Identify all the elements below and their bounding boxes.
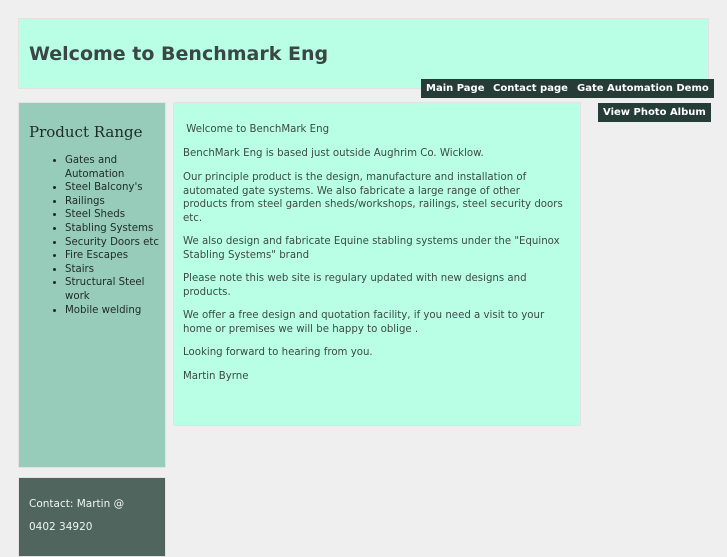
contact-box	[18, 477, 166, 557]
product-item-railings[interactable]: • Railings	[65, 195, 161, 209]
contact-name: Contact: Martin @	[29, 498, 125, 510]
product-range-heading: Product Range	[29, 123, 143, 141]
contact-phone: 0402 34920	[29, 521, 93, 533]
closing-text: Looking forward to hearing from you.	[183, 347, 373, 358]
updates-text: Please note this web site is regulary updated with new designs and products.	[183, 273, 527, 298]
product-item-security-doors[interactable]: • Security Doors etc	[65, 236, 161, 250]
product-range-sidebar	[18, 102, 166, 468]
welcome-text: Welcome to BenchMark Eng	[183, 124, 330, 135]
site-title: Welcome to Benchmark Eng	[29, 43, 329, 65]
product-list	[65, 154, 161, 317]
product-item-fire-escapes[interactable]: • Fire Escapes	[65, 249, 161, 263]
product-item-structural-steel[interactable]: • Structural Steel work	[65, 276, 161, 303]
product-item-balcony[interactable]: • Steel Balcony's	[65, 181, 161, 195]
product-item-gates[interactable]: • Gates and Automation	[65, 154, 161, 181]
nav-gate-automation-demo[interactable]: Gate Automation Demo	[572, 79, 714, 98]
product-item-stabling[interactable]: • Stabling Systems	[65, 222, 161, 236]
product-item-stairs[interactable]: • Stairs	[65, 263, 161, 277]
principle-product-text: Our principle product is the design, manufacture and installation of automated gate systems. We also fabricate a large range of other products from steel garden sheds/workshops, railings, steel security doors etc.	[183, 172, 563, 224]
quotation-text: We offer a free design and quotation facility, if you need a visit to your home or premises we will be happy to oblige .	[183, 310, 545, 335]
nav-contact-page[interactable]: Contact page	[488, 79, 573, 98]
main-content	[173, 102, 581, 426]
product-item-sheds[interactable]: • Steel Sheds	[65, 208, 161, 222]
signature-text: Martin Byrne	[183, 371, 249, 382]
product-item-mobile-welding[interactable]: • Mobile welding	[65, 304, 161, 318]
location-text: BenchMark Eng is based just outside Aughrim Co. Wicklow.	[183, 148, 484, 159]
nav-view-photo-album[interactable]: View Photo Album	[598, 103, 711, 122]
nav-main-page[interactable]: Main Page	[421, 79, 489, 98]
equine-text: We also design and fabricate Equine stabling systems under the "Equinox Stabling Systems" brand	[183, 236, 560, 261]
